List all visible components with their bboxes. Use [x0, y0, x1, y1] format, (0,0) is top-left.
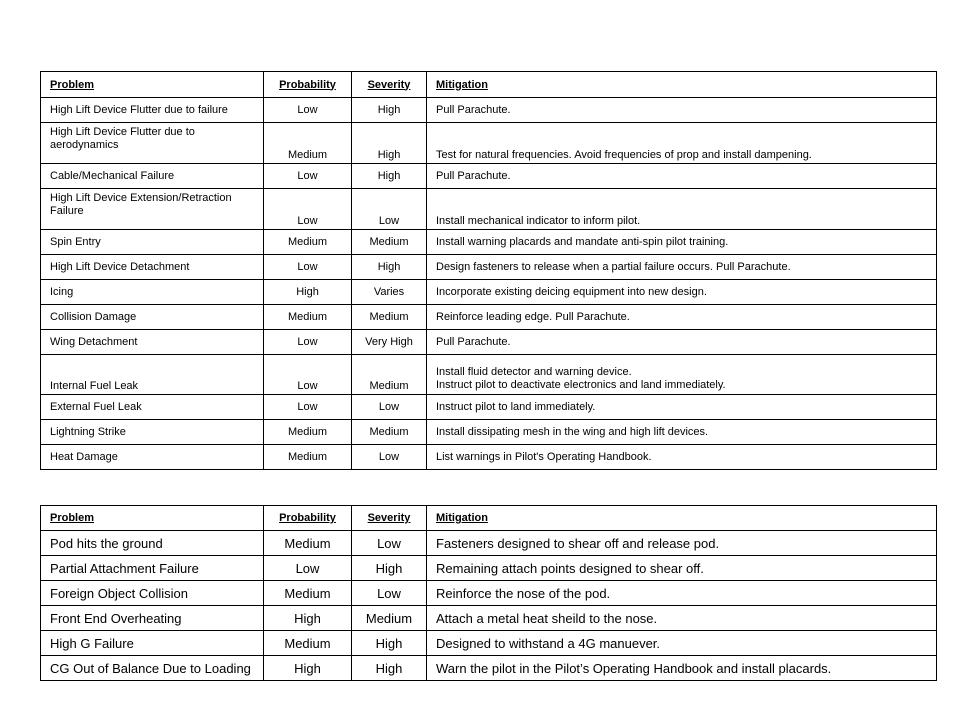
risk-table-pod: [40, 505, 937, 681]
cell-probability: High: [264, 606, 352, 631]
header-severity: Severity: [352, 72, 427, 98]
cell-probability: High: [264, 280, 352, 305]
header-problem: Problem: [41, 72, 264, 98]
cell-problem: CG Out of Balance Due to Loading: [41, 656, 264, 681]
table-row: [41, 230, 937, 255]
cell-probability: Medium: [264, 631, 352, 656]
cell-severity: Very High: [352, 330, 427, 355]
mitigation-line: Install fluid detector and warning device.: [436, 366, 632, 378]
table-row: [41, 255, 937, 280]
cell-probability: Low: [264, 556, 352, 581]
table-row: [41, 164, 937, 189]
table-row: [41, 355, 937, 395]
cell-severity: Medium: [352, 305, 427, 330]
cell-problem: Icing: [41, 280, 264, 305]
table-header-row: [41, 506, 937, 531]
cell-probability: Low: [264, 98, 352, 123]
cell-problem: High Lift Device Flutter due to aerodynamics: [41, 123, 264, 164]
cell-mitigation: Incorporate existing deicing equipment into new design.: [427, 280, 937, 305]
cell-problem: Internal Fuel Leak: [41, 355, 264, 395]
cell-severity: Medium: [352, 420, 427, 445]
table-row: [41, 556, 937, 581]
cell-probability: Medium: [264, 123, 352, 164]
cell-problem: Foreign Object Collision: [41, 581, 264, 606]
cell-severity: Medium: [352, 355, 427, 395]
cell-problem: External Fuel Leak: [41, 395, 264, 420]
cell-probability: Low: [264, 330, 352, 355]
cell-severity: Low: [352, 445, 427, 470]
header-probability: Probability: [264, 506, 352, 531]
cell-severity: Low: [352, 531, 427, 556]
header-probability: Probability: [264, 72, 352, 98]
table-row: [41, 98, 937, 123]
cell-severity: Medium: [352, 230, 427, 255]
cell-mitigation: Reinforce leading edge. Pull Parachute.: [427, 305, 937, 330]
table-row: [41, 330, 937, 355]
risk-table-wing: [40, 71, 937, 470]
table-row: [41, 445, 937, 470]
cell-severity: High: [352, 631, 427, 656]
table-header-row: [41, 72, 937, 98]
cell-mitigation: Designed to withstand a 4G manuever.: [427, 631, 937, 656]
cell-problem: Wing Detachment: [41, 330, 264, 355]
cell-problem: Collision Damage: [41, 305, 264, 330]
cell-probability: Medium: [264, 420, 352, 445]
cell-probability: Low: [264, 255, 352, 280]
cell-mitigation: Warn the pilot in the Pilot’s Operating Handbook and install placards.: [427, 656, 937, 681]
cell-severity: High: [352, 255, 427, 280]
cell-probability: Medium: [264, 581, 352, 606]
cell-probability: Low: [264, 164, 352, 189]
cell-mitigation: Instruct pilot to land immediately.: [427, 395, 937, 420]
cell-probability: Low: [264, 395, 352, 420]
table-row: [41, 631, 937, 656]
cell-problem: Lightning Strike: [41, 420, 264, 445]
cell-severity: Low: [352, 581, 427, 606]
cell-problem: High G Failure: [41, 631, 264, 656]
cell-probability: Low: [264, 189, 352, 230]
cell-problem: Pod hits the ground: [41, 531, 264, 556]
cell-problem: High Lift Device Flutter due to failure: [41, 98, 264, 123]
cell-mitigation: Attach a metal heat sheild to the nose.: [427, 606, 937, 631]
header-problem: Problem: [41, 506, 264, 531]
cell-severity: Low: [352, 395, 427, 420]
cell-problem: Partial Attachment Failure: [41, 556, 264, 581]
table-row: [41, 189, 937, 230]
cell-mitigation: Test for natural frequencies. Avoid frequencies of prop and install dampening.: [427, 123, 937, 164]
cell-mitigation: Reinforce the nose of the pod.: [427, 581, 937, 606]
cell-mitigation: Pull Parachute.: [427, 330, 937, 355]
cell-problem: High Lift Device Extension/Retraction Failure: [41, 189, 264, 230]
cell-probability: Medium: [264, 531, 352, 556]
table-row: [41, 656, 937, 681]
cell-problem: Front End Overheating: [41, 606, 264, 631]
cell-severity: Varies: [352, 280, 427, 305]
cell-severity: High: [352, 656, 427, 681]
cell-probability: Medium: [264, 445, 352, 470]
cell-problem: Heat Damage: [41, 445, 264, 470]
cell-problem: Spin Entry: [41, 230, 264, 255]
cell-probability: Medium: [264, 305, 352, 330]
cell-mitigation: [427, 355, 937, 395]
table-row: [41, 395, 937, 420]
cell-probability: Low: [264, 355, 352, 395]
table-row: [41, 123, 937, 164]
mitigation-line: Instruct pilot to deactivate electronics and land immediately.: [436, 379, 726, 391]
cell-severity: High: [352, 556, 427, 581]
table-row: [41, 606, 937, 631]
cell-mitigation: Pull Parachute.: [427, 98, 937, 123]
header-severity: Severity: [352, 506, 427, 531]
cell-mitigation: Install warning placards and mandate anti-spin pilot training.: [427, 230, 937, 255]
table-row: [41, 531, 937, 556]
table-row: [41, 305, 937, 330]
cell-mitigation: Fasteners designed to shear off and release pod.: [427, 531, 937, 556]
cell-mitigation: Install dissipating mesh in the wing and high lift devices.: [427, 420, 937, 445]
cell-probability: Medium: [264, 230, 352, 255]
cell-severity: High: [352, 164, 427, 189]
cell-probability: High: [264, 656, 352, 681]
cell-mitigation: List warnings in Pilot's Operating Handbook.: [427, 445, 937, 470]
cell-severity: Low: [352, 189, 427, 230]
cell-mitigation: Remaining attach points designed to shear off.: [427, 556, 937, 581]
cell-problem: High Lift Device Detachment: [41, 255, 264, 280]
cell-severity: Medium: [352, 606, 427, 631]
cell-severity: High: [352, 123, 427, 164]
header-mitigation: Mitigation: [427, 72, 937, 98]
table-row: [41, 280, 937, 305]
table-row: [41, 581, 937, 606]
cell-mitigation: Design fasteners to release when a partial failure occurs. Pull Parachute.: [427, 255, 937, 280]
cell-mitigation: Install mechanical indicator to inform pilot.: [427, 189, 937, 230]
cell-severity: High: [352, 98, 427, 123]
table-row: [41, 420, 937, 445]
header-mitigation: Mitigation: [427, 506, 937, 531]
cell-problem: Cable/Mechanical Failure: [41, 164, 264, 189]
cell-mitigation: Pull Parachute.: [427, 164, 937, 189]
